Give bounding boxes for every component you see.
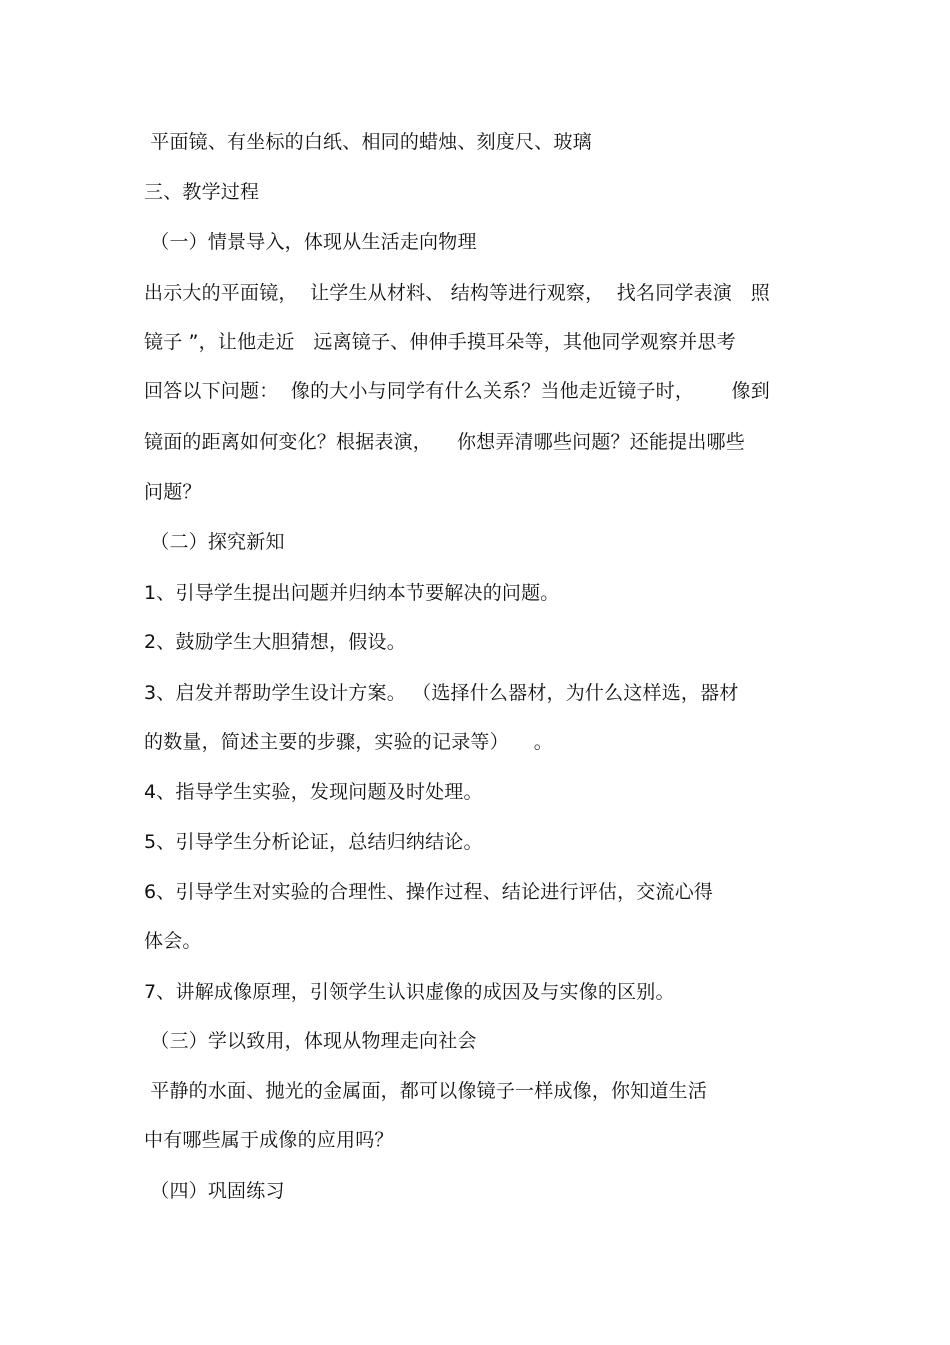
paragraph-line: 中有哪些属于成像的应用吗？ [144,1129,394,1151]
list-item: 2、鼓励学生大胆猜想，假设。 [144,631,406,653]
list-item: 3、启发并帮助学生设计方案。 （选择什么器材，为什么这样选，器材 [144,682,739,704]
list-item: 1、引导学生提出问题并归纳本节要解决的问题。 [144,582,560,604]
paragraph-line: 镜子 ”，让他走近 远离镜子、伸伸手摸耳朵等，其他同学观察并思考 [144,331,736,353]
materials-line: 平面镜、有坐标的白纸、相同的蜡烛、刻度尺、玻璃 [144,131,592,153]
list-item-continuation: 体会。 [144,930,202,952]
paragraph-line: 镜面的距离如何变化？根据表演， 你想弄清哪些问题？还能提出哪些 [144,431,745,453]
paragraph-line: 回答以下问题： 像的大小与同学有什么关系？当他走近镜子时， 像到 [144,380,770,402]
subsection-heading-4: （四）巩固练习 [144,1180,285,1202]
subsection-heading-2: （二）探究新知 [144,531,285,553]
subsection-heading-1: （一）情景导入，体现从生活走向物理 [144,231,477,253]
subsection-heading-3: （三）学以致用，体现从物理走向社会 [144,1030,477,1052]
list-item: 6、引导学生对实验的合理性、操作过程、结论进行评估，交流心得 [144,881,714,903]
list-item: 7、讲解成像原理，引领学生认识虚像的成因及与实像的区别。 [144,981,675,1003]
list-item-continuation: 的数量，简述主要的步骤，实验的记录等） 。 [144,731,553,753]
paragraph-line: 平静的水面、抛光的金属面，都可以像镜子一样成像，你知道生活 [144,1080,708,1102]
list-item: 5、引导学生分析论证，总结归纳结论。 [144,831,483,853]
paragraph-line: 出示大的平面镜， 让学生从材料、 结构等进行观察， 找名同学表演 照 [144,282,770,304]
paragraph-line: 问题？ [144,481,202,503]
list-item: 4、指导学生实验，发现问题及时处理。 [144,781,483,803]
section-heading-teaching-process: 三、教学过程 [144,181,260,203]
